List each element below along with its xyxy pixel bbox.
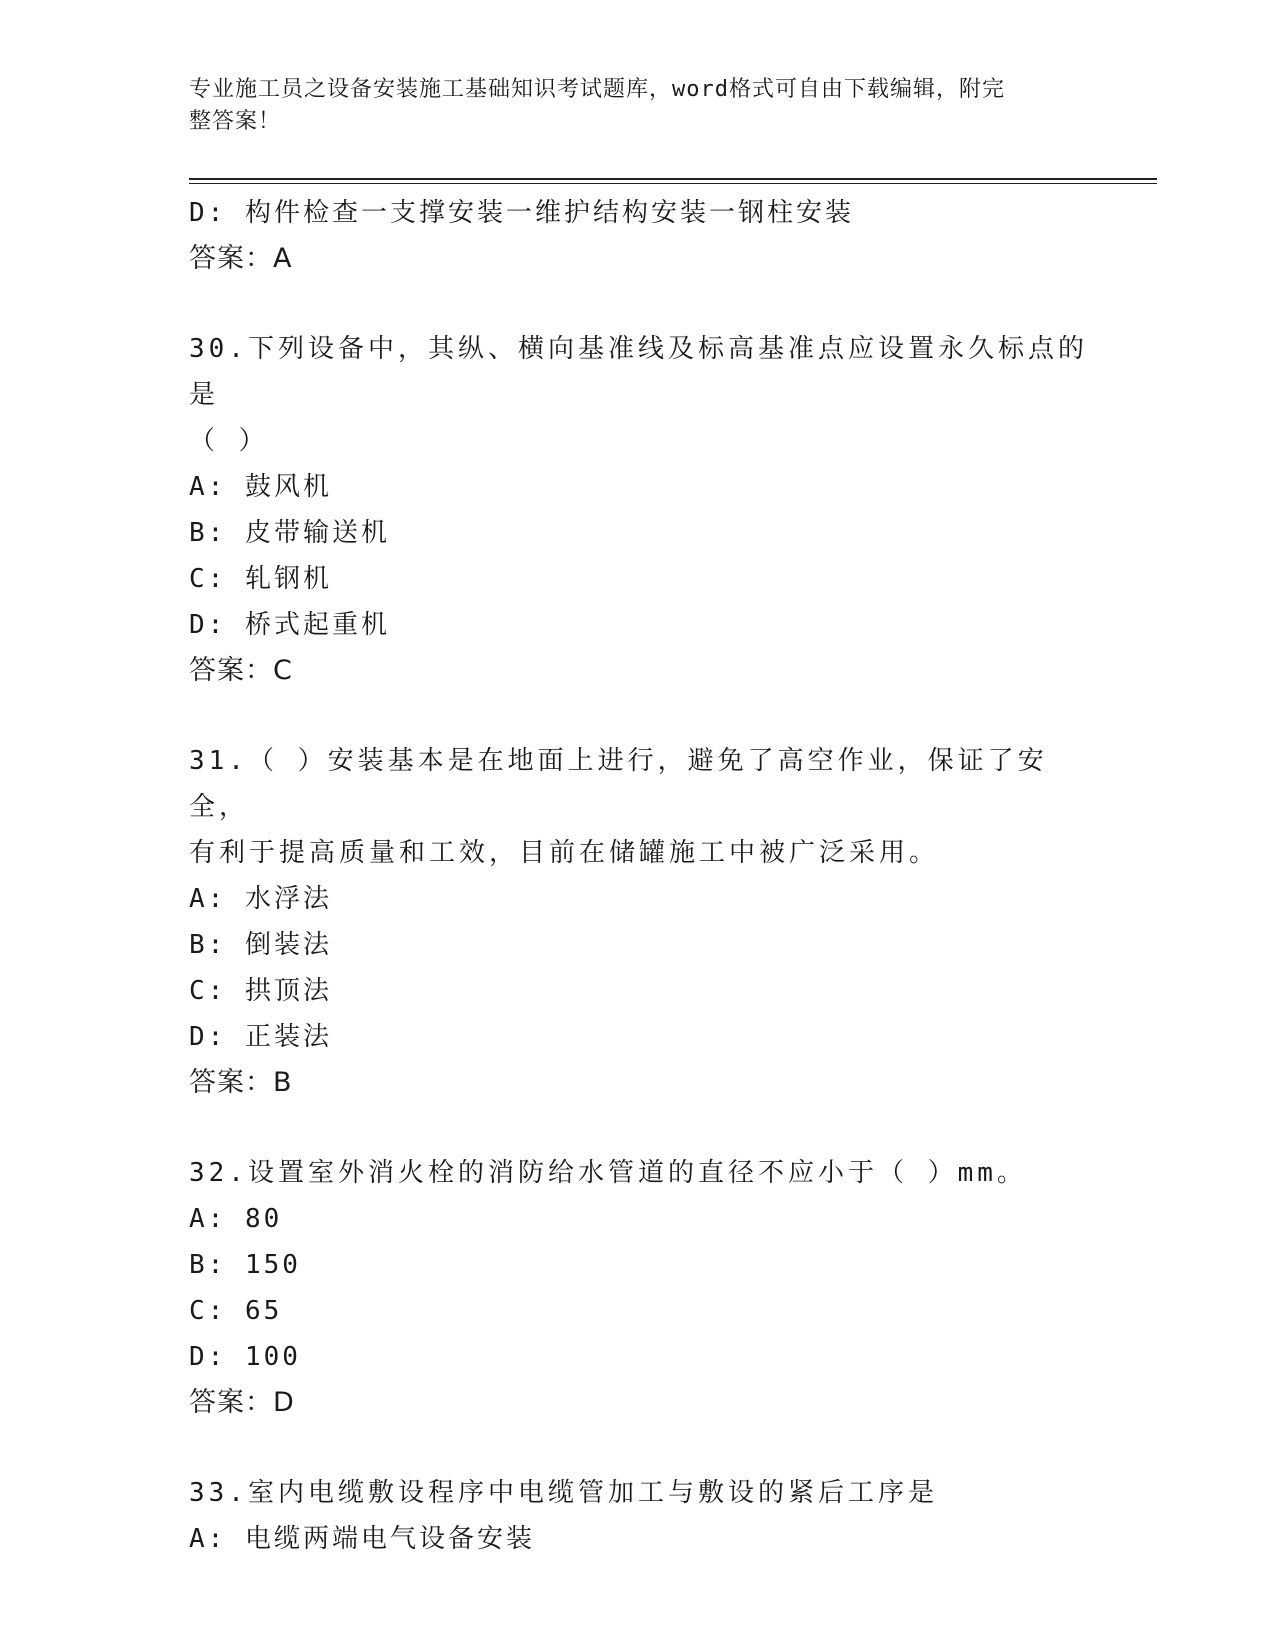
option-d: D: 正装法 <box>189 1022 332 1052</box>
question-33 <box>189 1470 1089 1562</box>
option-a: A: 水浮法 <box>189 884 332 914</box>
question-stem: 33.室内电缆敷设程序中电缆管加工与敷设的紧后工序是 <box>189 1478 938 1508</box>
question-31 <box>189 738 1089 1106</box>
option-b: B: 皮带输送机 <box>189 518 390 548</box>
option-c: C: 65 <box>189 1296 283 1326</box>
header-line-2: 整答案！ <box>189 109 282 134</box>
header-divider-thick <box>189 178 1157 180</box>
option-a: A: 鼓风机 <box>189 472 332 502</box>
answer-line: 答案：D <box>189 1387 295 1418</box>
option-d: D: 100 <box>189 1342 301 1372</box>
question-stem: 30.下列设备中，其纵、横向基准线及标高基准点应设置永久标点的是 <box>189 334 1088 410</box>
answer-line: 答案：A <box>189 243 293 274</box>
document-body <box>189 190 1089 1562</box>
header-line-1: 专业施工员之设备安装施工基础知识考试题库，word格式可自由下载编辑，附完 <box>189 77 1005 102</box>
answer-line: 答案：B <box>189 1067 293 1098</box>
question-stem: 32.设置室外消火栓的消防给水管道的直径不应小于（ ）mm。 <box>189 1158 1027 1188</box>
option-a: A: 电缆两端电气设备安装 <box>189 1524 535 1554</box>
question-stem: 31.（ ）安装基本是在地面上进行，避免了高空作业，保证了安全， <box>189 746 1048 822</box>
answer-line: 答案：C <box>189 655 293 686</box>
option-c: C: 轧钢机 <box>189 564 332 594</box>
option-b: B: 倒装法 <box>189 930 332 960</box>
header-divider-thin <box>189 183 1157 184</box>
option-a: A: 80 <box>189 1204 283 1234</box>
question-stem-continued: （ ） <box>189 426 269 456</box>
option-c: C: 拱顶法 <box>189 976 332 1006</box>
option-d: D: 桥式起重机 <box>189 610 390 640</box>
question-30 <box>189 326 1089 694</box>
question-29-tail <box>189 190 1089 282</box>
question-32 <box>189 1150 1089 1426</box>
document-header <box>189 74 1089 138</box>
question-stem-continued: 有利于提高质量和工效，目前在储罐施工中被广泛采用。 <box>189 838 940 868</box>
option-b: B: 150 <box>189 1250 301 1280</box>
option-d: D: 构件检查一支撑安装一维护结构安装一钢柱安装 <box>189 198 854 228</box>
